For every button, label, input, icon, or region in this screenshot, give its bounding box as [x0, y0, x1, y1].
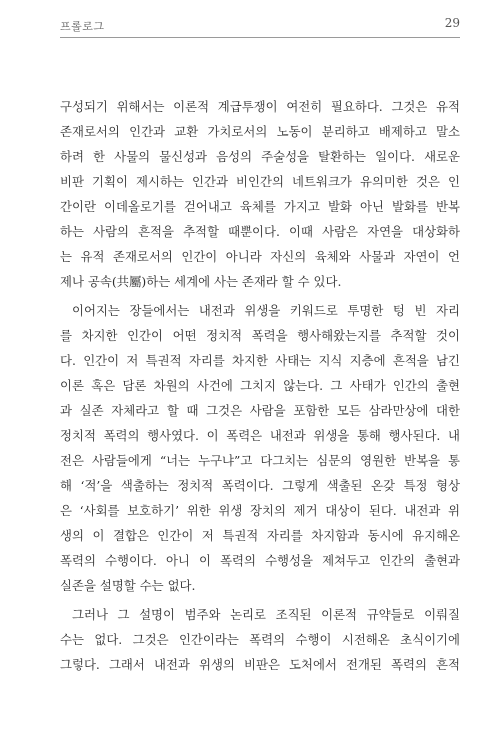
- text-line: 를 차지한 인간이 어떤 정치적 폭력을 행사해왔는지를 추적할 것이: [60, 328, 460, 343]
- text-line: 전은 사람들에게 “너는 누구냐”고 다그치는 심문의 영원한 반복을 통: [60, 453, 460, 468]
- paragraph-3: [60, 602, 460, 677]
- header-rule: [60, 37, 460, 38]
- text-line: 은 ‘사회를 보호하기’ 위한 위생 장치의 제거 대상이 된다. 내전과 위: [60, 503, 460, 518]
- text-line: 하려 한 사물의 물신성과 음성의 주술성을 탈환하는 일이다. 새로운: [60, 149, 460, 164]
- page-number: 29: [444, 16, 460, 30]
- text-line: 수는 없다. 그것은 인간이라는 폭력의 수행이 시전해온 초식이기에: [60, 632, 460, 647]
- text-line: 제나 공속(共屬)하는 세계에 사는 존재라 할 수 있다.: [60, 274, 342, 289]
- text-line: 이론 혹은 담론 차원의 사건에 그치지 않는다. 그 사태가 인간의 출현: [60, 378, 460, 393]
- chapter-title: 프롤로그: [60, 20, 105, 33]
- text-line: 그렇다. 그래서 내전과 위생의 비판은 도처에서 전개된 폭력의 흔적: [60, 657, 460, 672]
- text-line: 과 실존 자체라고 할 때 그것은 사람을 포함한 모든 삼라만상에 대한: [60, 403, 460, 418]
- text-line: 폭력의 수행이다. 아니 이 폭력의 수행성을 제쳐두고 인간의 출현과: [60, 553, 460, 568]
- body-text: [60, 94, 460, 677]
- text-line: 실존을 설명할 수는 없다.: [60, 578, 196, 593]
- running-header: [60, 12, 460, 36]
- text-line: 존재로서의 인간과 교환 가치로서의 노동이 분리하고 배제하고 말소: [60, 124, 460, 139]
- paragraph-1: [60, 94, 460, 294]
- text-line: 이어지는 장들에서는 내전과 위생을 키워드로 투명한 텅 빈 자리: [72, 303, 460, 318]
- text-line: 정치적 폭력의 행사였다. 이 폭력은 내전과 위생을 통해 행사된다. 내: [60, 428, 460, 443]
- paragraph-2: [60, 298, 460, 598]
- text-line: 해 ‘적’을 색출하는 정치적 폭력이다. 그렇게 색출된 온갖 특정 형상: [60, 478, 460, 493]
- text-line: 는 유적 존재로서의 인간이 아니라 자신의 육체와 사물과 자연이 언: [60, 249, 460, 264]
- text-line: 생의 이 결합은 인간이 저 특권적 자리를 차지함과 동시에 유지해온: [60, 528, 460, 543]
- text-line: 하는 사람의 흔적을 추적할 때뿐이다. 이때 사람은 자연을 대상화하: [60, 224, 460, 239]
- text-line: 간이란 이데올로기를 걷어내고 육체를 가지고 발화 아닌 발화를 반복: [60, 199, 460, 214]
- text-line: 다. 인간이 저 특권적 자리를 차지한 사태는 지식 지층에 흔적을 남긴: [60, 353, 460, 368]
- text-line: 그러나 그 설명이 범주와 논리로 조직된 이론적 규약들로 이뤄질: [72, 607, 460, 622]
- text-line: 구성되기 위해서는 이론적 계급투쟁이 여전히 필요하다. 그것은 유적: [60, 99, 460, 114]
- text-line: 비판 기획이 제시하는 인간과 비인간의 네트워크가 유의미한 것은 인: [60, 174, 460, 189]
